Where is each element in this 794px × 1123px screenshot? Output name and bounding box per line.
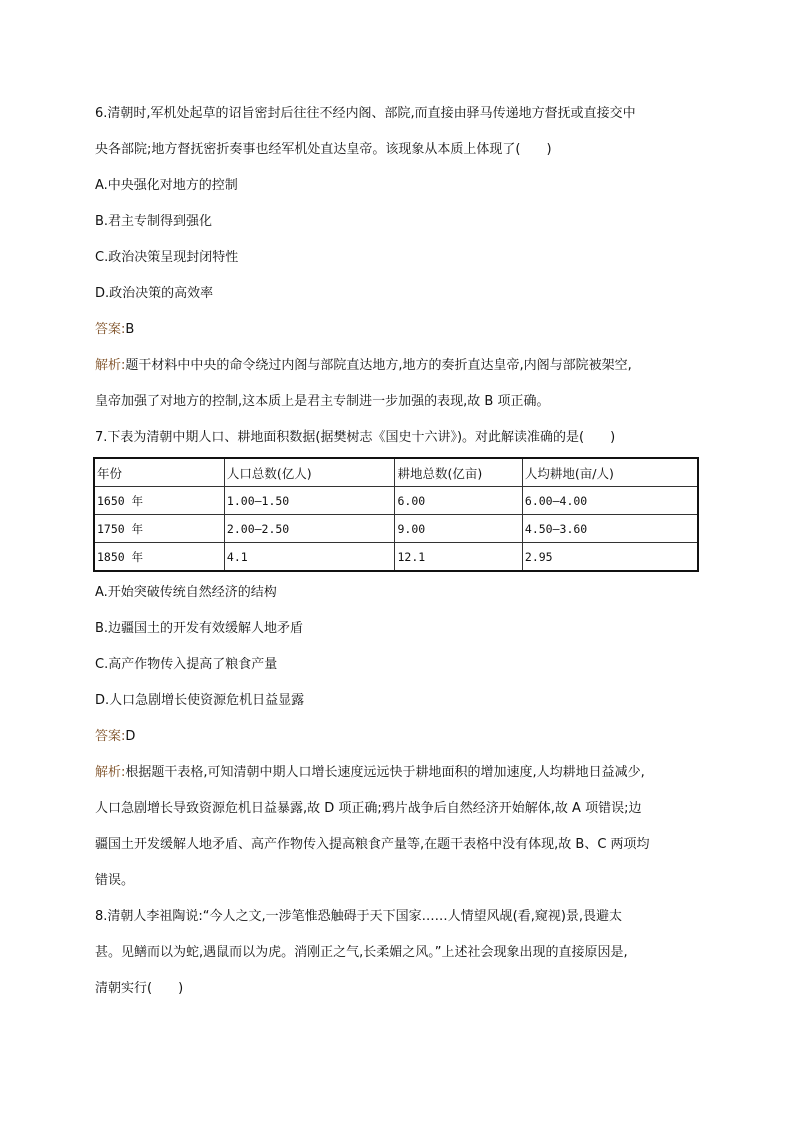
q6-analysis-line1 — [95, 358, 632, 374]
q7-analysis-line3: 疆国土开发缓解人地矛盾、高产作物传入提高粮食产量等,在题干表格中没有体现,故 B、C 两项均 — [95, 837, 650, 852]
q7-answer — [95, 729, 135, 745]
q6-analysis-line2: 皇帝加强了对地方的控制,这本质上是君主专制进一步加强的表现,故 B 项正确。 — [95, 394, 550, 409]
table-cell: 1750 年 — [94, 515, 224, 543]
q7-analysis-text1: 根据题干表格,可知清朝中期人口增长速度远远快于耕地面积的增加速度,人均耕地日益减少, — [125, 765, 645, 780]
q6-analysis-text1: 题干材料中中央的命令绕过内阁与部院直达地方,地方的奏折直达皇帝,内阁与部院被架空, — [125, 358, 632, 373]
q6-answer-label: 答案: — [95, 322, 126, 337]
q7-option-c: C.高产作物传入提高了粮食产量 — [95, 657, 278, 672]
q8-stem-line1: 8.清朝人李祖陶说:“今人之文,一涉笔惟恐触碍于天下国家……人情望风觇(看,窥视)景,畏避太 — [95, 909, 623, 924]
q7-answer-value: D — [125, 729, 136, 744]
table-cell: 1.00—1.50 — [224, 487, 395, 515]
q6-stem-line2: 央各部院;地方督抚密折奏事也经军机处直达皇帝。该现象从本质上体现了( ) — [95, 142, 552, 157]
table-header-row — [94, 458, 698, 487]
table-cell: 4.1 — [224, 543, 395, 572]
q7-option-a: A.开始突破传统自然经济的结构 — [95, 585, 277, 600]
table-cell: 2.00—2.50 — [224, 515, 395, 543]
table-row — [94, 515, 698, 543]
table-row — [94, 543, 698, 572]
q6-option-b: B.君主专制得到强化 — [95, 214, 213, 229]
q6-option-c: C.政治决策呈现封闭特性 — [95, 250, 239, 265]
table-header-cell: 人口总数(亿人) — [224, 458, 395, 487]
table-header-cell: 耕地总数(亿亩) — [395, 458, 522, 487]
table-cell: 2.95 — [522, 543, 698, 572]
q7-option-d: D.人口急剧增长使资源危机日益显露 — [95, 693, 305, 708]
q7-analysis-line2: 人口急剧增长导致资源危机日益暴露,故 D 项正确;鸦片战争后自然经济开始解体,故 A 项错误;边 — [95, 801, 642, 816]
table-cell: 9.00 — [395, 515, 522, 543]
table-cell: 1850 年 — [94, 543, 224, 572]
q7-analysis-label: 解析: — [95, 765, 126, 780]
q6-option-a: A.中央强化对地方的控制 — [95, 178, 238, 193]
q7-answer-label: 答案: — [95, 729, 126, 744]
table-cell: 6.00—4.00 — [522, 487, 698, 515]
q6-answer — [95, 322, 134, 338]
table-cell: 6.00 — [395, 487, 522, 515]
q6-analysis-label: 解析: — [95, 358, 126, 373]
q6-option-d: D.政治决策的高效率 — [95, 286, 214, 301]
q7-option-b: B.边疆国土的开发有效缓解人地矛盾 — [95, 621, 304, 636]
table-header-cell: 人均耕地(亩/人) — [522, 458, 698, 487]
q6-answer-value: B — [125, 322, 135, 337]
q7-stem: 7.下表为清朝中期人口、耕地面积数据(据樊树志《国史十六讲》)。对此解读准确的是( ) — [95, 430, 616, 445]
table-cell: 4.50—3.60 — [522, 515, 698, 543]
q7-analysis-line1 — [95, 765, 645, 781]
q8-stem-line3: 清朝实行( ) — [95, 981, 184, 996]
population-table — [93, 457, 699, 572]
table-row — [94, 487, 698, 515]
q8-stem-line2: 甚。见鳝而以为蛇,遇鼠而以为虎。消刚正之气,长柔媚之风。”上述社会现象出现的直接原因是, — [95, 945, 628, 960]
q7-analysis-line4: 错误。 — [95, 873, 135, 888]
table-cell: 1650 年 — [94, 487, 224, 515]
table-cell: 12.1 — [395, 543, 522, 572]
table-header-cell: 年份 — [94, 458, 224, 487]
q6-stem-line1: 6.清朝时,军机处起草的诏旨密封后往往不经内阁、部院,而直接由驿马传递地方督抚或直接交中 — [95, 106, 636, 121]
